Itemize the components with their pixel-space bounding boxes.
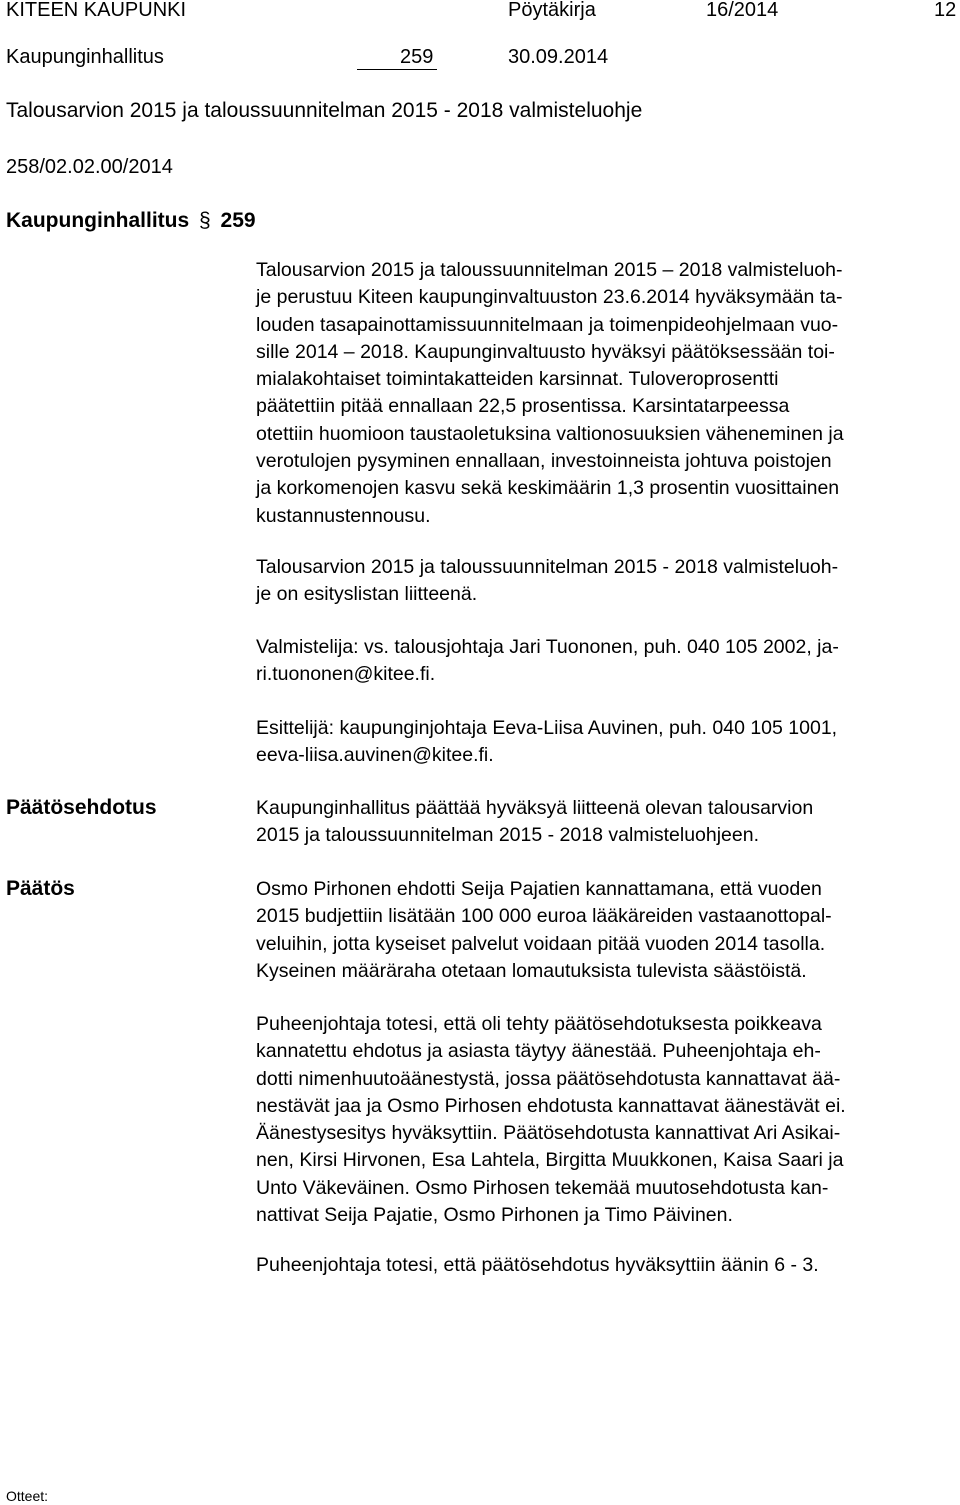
text-line: dotti nimenhuutoäänestystä, jossa päätösehdotusta kannattavat ää- <box>256 1067 841 1090</box>
text-line: je perustuu Kiteen kaupunginvaltuuston 23.6.2014 hyväksymään ta- <box>256 286 843 309</box>
header-body: Kaupunginhallitus <box>6 46 164 68</box>
page-title: Talousarvion 2015 ja taloussuunnitelman 2015 - 2018 valmisteluohje <box>6 99 643 122</box>
text-line: sille 2014 – 2018. Kaupunginvaltuusto hyväksyi päätöksessään toi- <box>256 340 835 363</box>
header-date: 30.09.2014 <box>508 46 609 68</box>
text-line: Talousarvion 2015 ja taloussuunnitelman 2015 - 2018 valmisteluoh- <box>256 556 839 578</box>
text-line: nen, Kirsi Hirvonen, Esa Lahtela, Birgitta Muukkonen, Kaisa Saari ja <box>256 1149 844 1172</box>
section-symbol: § <box>199 209 211 232</box>
text-line: päätettiin pitää ennallaan 22,5 prosentissa. Karsintatarpeessa <box>256 395 790 418</box>
text-line: Talousarvion 2015 ja taloussuunnitelman 2015 – 2018 valmisteluoh- <box>256 259 843 281</box>
proposal-label: Päätösehdotus <box>6 796 157 819</box>
text-line: je on esityslistan liitteenä. <box>256 583 478 606</box>
text-line: kustannustennousu. <box>256 504 431 527</box>
text-line: Kyseinen määräraha otetaan lomautuksista tulevista säästöistä. <box>256 959 807 982</box>
decision-paragraph-2 <box>256 1011 956 1229</box>
text-line: 2015 budjettiin lisätään 100 000 euroa lääkäreiden vastaanottopal- <box>256 905 832 928</box>
text-line: kannatettu ehdotus ja asiasta täytyy äänestää. Puheenjohtaja eh- <box>256 1040 821 1063</box>
diary-number: 258/02.02.00/2014 <box>6 156 173 178</box>
footer-label: Otteet: <box>6 1488 49 1504</box>
header-section-number-box <box>357 45 437 70</box>
text-line: Puheenjohtaja totesi, että päätösehdotus hyväksyttiin äänin 6 - 3. <box>256 1254 819 1276</box>
text-line: veluihin, jotta kyseiset palvelut voidaan pitää vuoden 2014 tasolla. <box>256 932 826 955</box>
header-section-number: 259 <box>400 46 434 68</box>
doc-number: 16/2014 <box>706 0 779 21</box>
attachment-paragraph <box>256 554 956 609</box>
text-line: 2015 ja taloussuunnitelman 2015 - 2018 valmisteluohjeen. <box>256 824 760 847</box>
text-line: nestävät jaa ja Osmo Pirhosen ehdotusta kannattavat äänestävät ei. <box>256 1094 846 1117</box>
text-line: ja korkomenojen kasvu sekä keskimäärin 1,3 prosentin vuosittainen <box>256 477 840 500</box>
text-line: Esittelijä: kaupunginjohtaja Eeva-Liisa Auvinen, puh. 040 105 1001, <box>256 717 838 739</box>
org-name: KITEEN KAUPUNKI <box>6 0 187 21</box>
preparer-paragraph <box>256 634 956 689</box>
section-heading-body: Kaupunginhallitus <box>6 209 190 232</box>
intro-paragraph <box>256 257 956 530</box>
text-line: Osmo Pirhonen ehdotti Seija Pajatien kannattamana, että vuoden <box>256 878 822 900</box>
text-line: Valmistelija: vs. talousjohtaja Jari Tuononen, puh. 040 105 2002, ja- <box>256 636 839 658</box>
text-line: Kaupunginhallitus päättää hyväksyä liitteenä olevan talousarvion <box>256 797 814 819</box>
page-number: 12 <box>934 0 957 21</box>
text-line: ri.tuononen@kitee.fi. <box>256 663 436 686</box>
proposal-paragraph <box>256 795 956 850</box>
text-line: Unto Väkeväinen. Osmo Pirhosen tekemää muutosehdotusta kan- <box>256 1176 829 1199</box>
text-line: eeva-liisa.auvinen@kitee.fi. <box>256 744 494 767</box>
decision-paragraph-3 <box>256 1252 956 1279</box>
text-line: Äänestysesitys hyväksyttiin. Päätösehdotusta kannattivat Ari Asikai- <box>256 1122 841 1145</box>
section-heading <box>6 208 256 234</box>
text-line: nattivat Seija Pajatie, Osmo Pirhonen ja Timo Päivinen. <box>256 1204 733 1227</box>
text-line: verotulojen pysyminen ennallaan, investoinneista johtuva poistojen <box>256 450 832 473</box>
doc-type: Pöytäkirja <box>508 0 596 21</box>
text-line: mialakohtaiset toimintakatteiden karsinnat. Tuloveroprosentti <box>256 368 779 391</box>
presenter-paragraph <box>256 715 956 770</box>
text-line: Puheenjohtaja totesi, että oli tehty päätösehdotuksesta poikkeava <box>256 1013 822 1035</box>
text-line: louden tasapainottamissuunnitelmaan ja toimenpideohjelmaan vuo- <box>256 313 839 336</box>
decision-label: Päätös <box>6 877 75 900</box>
text-line: otettiin huomioon taustaoletuksina valtionosuuksien väheneminen ja <box>256 422 844 445</box>
decision-paragraph-1 <box>256 876 956 985</box>
section-heading-number: 259 <box>220 209 256 232</box>
